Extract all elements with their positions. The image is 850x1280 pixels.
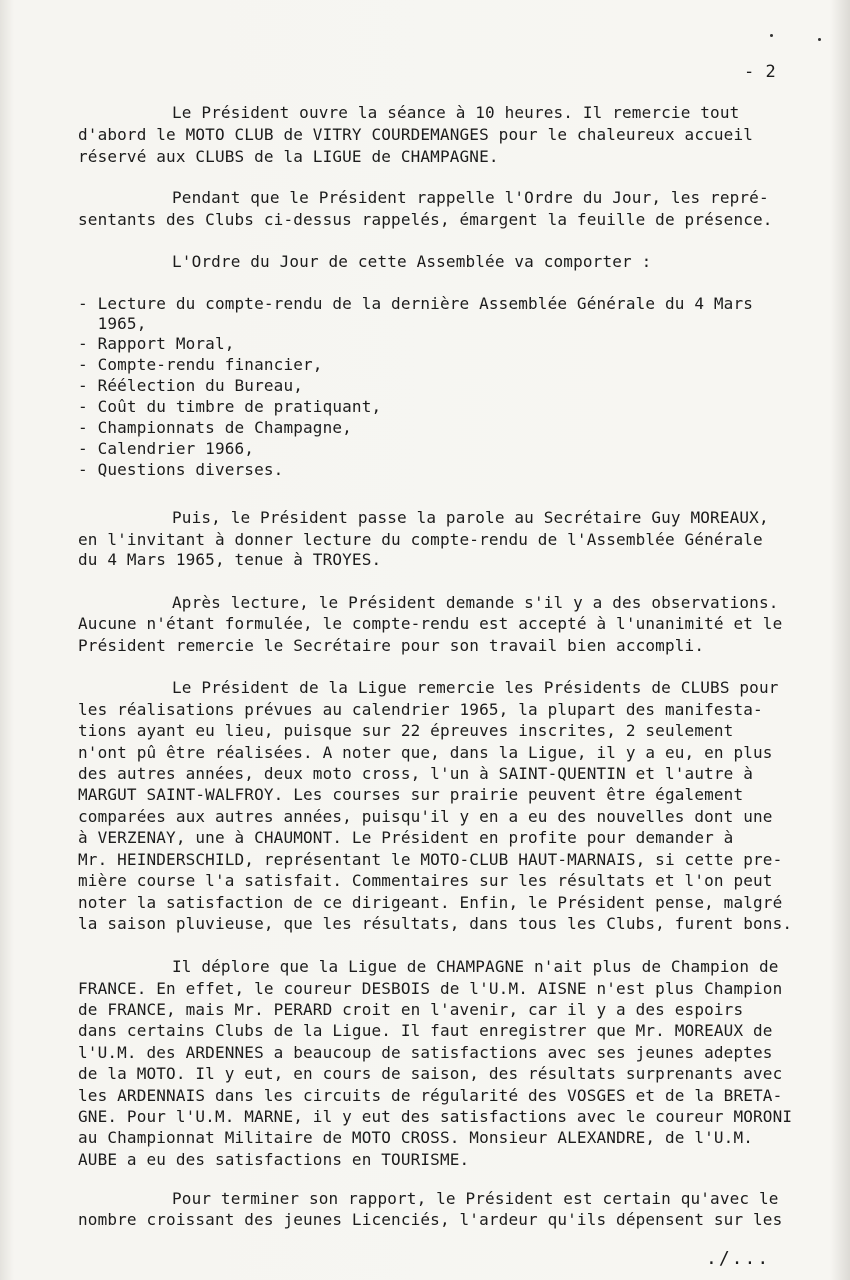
text-line: Aucune n'étant formulée, le compte-rendu est accepté à l'unanimité et le: [78, 614, 783, 633]
text-line: tions ayant eu lieu, puisque sur 22 épreuves inscrites, 2 seulement: [78, 721, 734, 740]
continuation-mark: ./...: [706, 1248, 771, 1269]
agenda-item: - Questions diverses.: [78, 460, 284, 479]
text-line: MARGUT SAINT-WALFROY. Les courses sur prairie peuvent être également: [78, 785, 744, 804]
agenda-item: - Coût du timbre de pratiquant,: [78, 397, 382, 416]
text-line: les ARDENNAIS dans les circuits de régularité des VOSGES et de la BRETA-: [78, 1086, 783, 1105]
text-line: Après lecture, le Président demande s'il y a des observations.: [172, 593, 779, 612]
text-line: GNE. Pour l'U.M. MARNE, il y eut des satisfactions avec le coureur MORONI: [78, 1107, 793, 1126]
text-line: de FRANCE, mais Mr. PERARD croit en l'avenir, car il y a des espoirs: [78, 1000, 744, 1019]
text-line: Puis, le Président passe la parole au Secrétaire Guy MOREAUX,: [172, 508, 769, 527]
text-line: FRANCE. En effet, le coureur DESBOIS de l'U.M. AISNE n'est plus Champion: [78, 979, 783, 998]
text-line: dans certains Clubs de la Ligue. Il faut enregistrer que Mr. MOREAUX de: [78, 1021, 773, 1040]
text-line: L'Ordre du Jour de cette Assemblée va comporter :: [172, 252, 652, 271]
agenda-item: - Calendrier 1966,: [78, 439, 255, 458]
text-line: réservé aux CLUBS de la LIGUE de CHAMPAGNE.: [78, 147, 499, 166]
text-line: Le Président de la Ligue remercie les Présidents de CLUBS pour: [172, 678, 779, 697]
text-line: noter la satisfaction de ce dirigeant. Enfin, le Président pense, malgré: [78, 893, 783, 912]
text-line: du 4 Mars 1965, tenue à TROYES.: [78, 550, 382, 569]
paper-speck: [818, 38, 821, 41]
agenda-item: - Compte-rendu financier,: [78, 355, 323, 374]
text-line: n'ont pû être réalisées. A noter que, dans la Ligue, il y a eu, en plus: [78, 743, 773, 762]
text-line: l'U.M. des ARDENNES a beaucoup de satisfactions avec ses jeunes adeptes: [78, 1043, 773, 1062]
text-line: comparées aux autres années, puisqu'il y en a eu des nouvelles dont une: [78, 807, 773, 826]
page-number: - 2: [744, 62, 777, 82]
text-line: sentants des Clubs ci-dessus rappelés, émargent la feuille de présence.: [78, 210, 773, 229]
text-line: en l'invitant à donner lecture du compte-rendu de l'Assemblée Générale: [78, 530, 763, 549]
text-line: AUBE a eu des satisfactions en TOURISME.: [78, 1150, 470, 1169]
agenda-item: - Rapport Moral,: [78, 334, 235, 353]
text-line: Pour terminer son rapport, le Président est certain qu'avec le: [172, 1189, 779, 1208]
text-line: les réalisations prévues au calendrier 1965, la plupart des manifesta-: [78, 700, 763, 719]
text-line: la saison pluvieuse, que les résultats, dans tous les Clubs, furent bons.: [78, 914, 793, 933]
text-line: mière course l'a satisfait. Commentaires sur les résultats et l'on peut: [78, 871, 773, 890]
text-line: Président remercie le Secrétaire pour son travail bien accompli.: [78, 636, 705, 655]
text-line: des autres années, deux moto cross, l'un à SAINT-QUENTIN et l'autre à: [78, 764, 754, 783]
text-line: Pendant que le Président rappelle l'Ordre du Jour, les repré-: [172, 188, 769, 207]
text-line: à VERZENAY, une à CHAUMONT. Le Président en profite pour demander à: [78, 828, 734, 847]
text-line: Le Président ouvre la séance à 10 heures. Il remercie tout: [172, 103, 740, 122]
text-line: au Championnat Militaire de MOTO CROSS. Monsieur ALEXANDRE, de l'U.M.: [78, 1128, 754, 1147]
text-line: Il déplore que la Ligue de CHAMPAGNE n'ait plus de Champion de: [172, 957, 779, 976]
text-line: de la MOTO. Il y eut, en cours de saison, des résultats surprenants avec: [78, 1064, 783, 1083]
agenda-item: - Réélection du Bureau,: [78, 376, 304, 395]
text-line: Mr. HEINDERSCHILD, représentant le MOTO-CLUB HAUT-MARNAIS, si cette pre-: [78, 850, 783, 869]
text-line: d'abord le MOTO CLUB de VITRY COURDEMANGES pour le chaleureux accueil: [78, 125, 754, 144]
agenda-item: 1965,: [78, 314, 147, 333]
agenda-item: - Lecture du compte-rendu de la dernière Assemblée Générale du 4 Mars: [78, 294, 754, 313]
agenda-item: - Championnats de Champagne,: [78, 418, 352, 437]
text-line: nombre croissant des jeunes Licenciés, l'ardeur qu'ils dépensent sur les: [78, 1210, 783, 1229]
paper-speck: [770, 34, 773, 37]
